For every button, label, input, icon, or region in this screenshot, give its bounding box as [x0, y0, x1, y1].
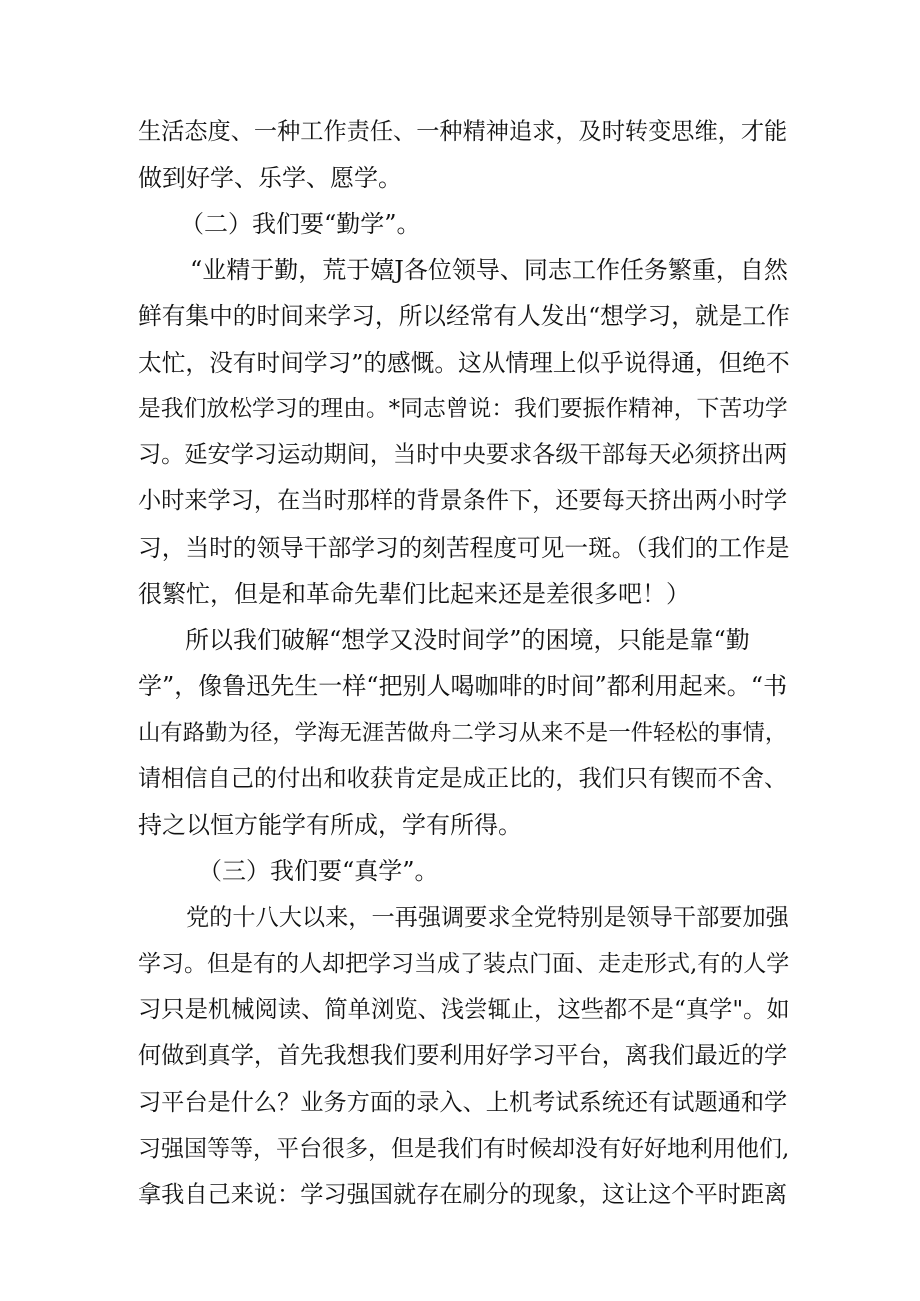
text-line: [0, 387, 920, 431]
line-text: 习强国等等，平台很多，但是我们有时候却没有好好地利用他们,: [138, 1136, 790, 1162]
line-text: 做到好学、乐学、愿学。: [138, 164, 402, 192]
line-text: 很繁忙，但是和革命先辈们比起来还是差很多吧！）: [138, 580, 690, 608]
line-text: 山有路勤为径，学海无涯苦做舟二学习从来不是一件轻松的事情，: [138, 720, 788, 746]
text-line: [0, 1173, 920, 1217]
line-text: 拿我自己来说：学习强国就存在刷分的现象，这让这个平时距离: [138, 1181, 788, 1208]
line-text: 鲜有集中的时间来学习，所以经常有人发出“想学习，就是工作: [138, 302, 790, 330]
text-line: [0, 110, 920, 154]
line-text: 何做到真学，首先我想我们要利用好学习平台，离我们最近的学: [138, 1042, 788, 1069]
section-heading: [0, 202, 920, 246]
text-line: [0, 433, 920, 477]
text-line: [0, 664, 920, 708]
line-text: 学”，像鲁迅先生一样“把别人喝咖啡的时间”都利用起来。“书: [138, 672, 788, 700]
line-text: 学习。但是有的人却把学习当成了装点门面、走走形式,有的人学: [138, 951, 790, 977]
line-text: 习只是机械阅读、简单浏览、浅尝辄止，这些都不是“真学"。如: [138, 996, 790, 1023]
line-text: 生活态度、一种工作责任、一种精神追求，及时转变思维，才能: [138, 118, 788, 145]
text-line: [0, 618, 920, 662]
line-text: 太忙，没有时间学习”的感慨。这从情理上似乎说得通，但绝不: [138, 349, 790, 377]
text-line: [0, 572, 920, 616]
text-line: [0, 757, 920, 801]
line-text: 习。延安学习运动期间，当时中央要求各级干部每天必须挤出两: [138, 441, 788, 468]
line-text: 习，当时的领导干部学习的刻苦程度可见一斑。（我们的工作是: [138, 534, 790, 562]
text-line: [0, 156, 920, 200]
line-text: 习平台是什么？业务方面的录入、上机考试系统还有试题通和学: [138, 1089, 788, 1116]
line-text: 党的十八大以来，一再强调要求全党特别是领导干部要加强: [186, 904, 789, 931]
line-text: 小时来学习，在当时那样的背景条件下，还要每天挤出两小时学: [138, 487, 788, 514]
text-line: [0, 479, 920, 523]
text-line: [0, 1127, 920, 1171]
line-text: “业精于勤，荒于嬉J各位领导、同志工作任务繁重，自然: [190, 256, 788, 284]
text-line: [0, 803, 920, 847]
text-line: [0, 1081, 920, 1125]
line-text: 持之以恒方能学有所成，学有所得。: [138, 811, 522, 839]
line-text: 请相信自己的付出和收获肯定是成正比的，我们只有锲而不舍、: [138, 765, 788, 792]
line-text: 是我们放松学习的理由。*同志曾说：我们要振作精神，下苦功学: [138, 396, 788, 422]
text-line: [0, 896, 920, 940]
text-line: [0, 942, 920, 986]
text-line: [0, 248, 920, 292]
heading-text: （二）我们要“勤学”。: [180, 210, 421, 238]
text-line: [0, 341, 920, 385]
text-line: [0, 711, 920, 755]
text-line: [0, 1034, 920, 1078]
line-text: 所以我们破解“想学又没时间学”的困境，只能是靠“勤: [185, 626, 750, 654]
text-line: [0, 526, 920, 570]
section-heading: [0, 849, 920, 893]
heading-text: （三）我们要“真学”。: [198, 857, 439, 885]
text-line: [0, 294, 920, 338]
text-line: [0, 988, 920, 1032]
